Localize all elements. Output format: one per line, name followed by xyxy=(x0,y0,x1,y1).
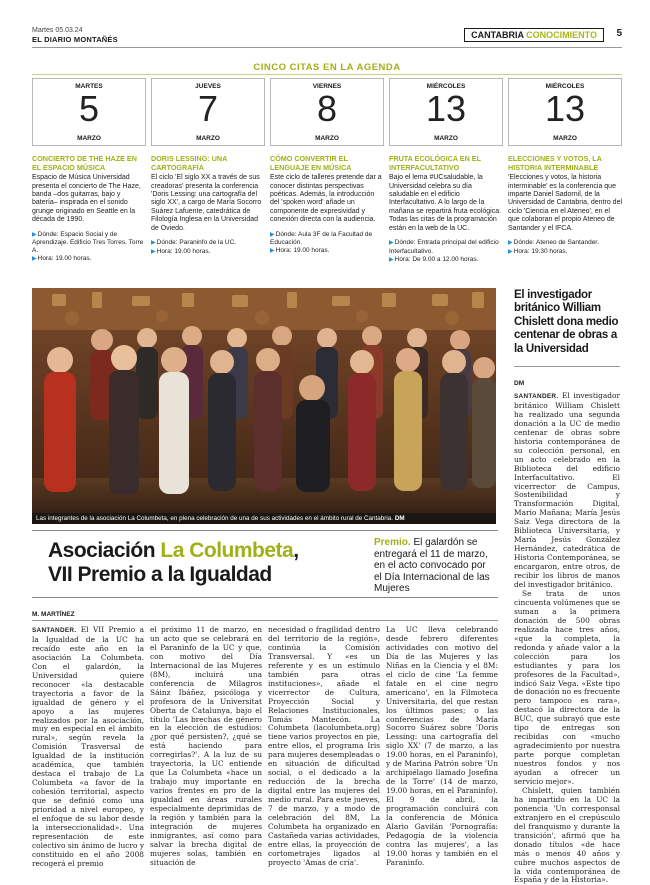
triangle-bullet-icon: ▶ xyxy=(32,256,37,263)
side-paragraph: Chislett, quien también ha impartido en la UC la ponencia 'Un corresponsal extranjero en el crepúsculo del franquismo y durante la transición', afirmó que ha donado títulos «de hace más o menos 40 años y cubre muchos aspectos de la vida contemporánea de España y de la Historia». xyxy=(514,785,620,885)
event-when: ▶Hora: De 9.00 a 12.00 horas. xyxy=(389,255,479,263)
agenda-rule xyxy=(32,74,622,75)
card-weekday: VIERNES xyxy=(312,83,342,90)
card-month: MARZO xyxy=(434,135,458,142)
page-number: 5 xyxy=(616,28,622,39)
event-body: 'Elecciones y votos, la historia interminable' es la conferencia que imparte Daniel Sadornil, de la Universidad de Cantabria, dentro del ciclo 'Ciencia en el Ateneo', en el que colaboran el propio Ateneo de Santander y el IFCA. xyxy=(508,174,623,232)
event-where: ▶Dónde: Aula 3F de la Facultad de Educación. xyxy=(270,230,373,247)
triangle-bullet-icon: ▶ xyxy=(508,248,513,255)
agenda-event xyxy=(270,155,384,256)
agenda-event xyxy=(389,155,503,264)
date-card xyxy=(508,78,622,146)
triangle-bullet-icon: ▶ xyxy=(389,256,394,263)
triangle-bullet-icon: ▶ xyxy=(508,240,513,247)
main-column-1: SANTANDER. El VII Premio a la Igualdad de la UC ha recaído este año en la asociación La Columbeta. Con el galardón, la Universidad quiere reconocer «la destacable trayectoria a favor de la igualdad de género y el apoyo a las mujeres realizados por la asociación, muy en especial en el ámbito rural», según revela la Comisión Trasversal de Igualdad de la institución académica, que también destaca el trabajo de La Columbeta «a favor de la cohesión territorial, aspecto que se definió como una prioridad a nivel europeo, y el enfoque de su labor desde la interseccionalidad». Una representación de este colectivo sin ánimo de lucro y constituido en el año 2008 recogerá el premio xyxy=(32,625,144,868)
group-photo-illustration xyxy=(32,288,496,524)
agenda-event xyxy=(508,155,622,257)
triangle-bullet-icon: ▶ xyxy=(389,240,394,247)
photo-caption-text: Las integrantes de la asociación La Columbeta, en plena celebración de una de sus actividades en el ámbito rural de Cantabria. xyxy=(36,515,394,522)
event-where: ▶Dónde: Entrada principal del edificio Interfacultativo. xyxy=(389,239,499,255)
triangle-bullet-icon: ▶ xyxy=(270,231,275,238)
side-paragraph: Se trata de unos cincuenta volúmenes que se suman a la primera donación de 500 obras realizada hace tres años, «que la completa, la redonda y añade valor a la colección para los estudiantes y para los profesores de la Facultad», indicó Saiz Vega. «Este tipo de donación no es frecuente pero tampoco es rara», destacó la directora de la BUC, que subrayó que este tipo de entregas son recibidas con «mucho agradecimiento por nuestra parte porque completan nuestros fondos y nos ayudan a ofrecer un servicio mejor». xyxy=(514,588,620,786)
event-body: Bajo el lema #UCsaludable, la Universidad celebra su día saludable en el edificio Interfacultativo. A lo largo de la mañana se repartirá fruta ecológica. Todas las citas de la programación están en la web de la UC. xyxy=(389,174,502,232)
date-card xyxy=(151,78,265,146)
event-body: El ciclo 'El siglo XX a través de sus creadoras' presenta la conferencia 'Doris Lessing: una cartografía del siglo XX', a cargo de María Socorro Suárez Lafuente, catedrática de Filología Inglesa en la Universidad de Oviedo. xyxy=(151,174,262,232)
card-day: 5 xyxy=(78,88,100,129)
dateline: SANTANDER. xyxy=(32,627,77,634)
main-column-3: necesidad o fragilidad dentro del territorio de la región», continúa la Comisión Transversal. Y «es un referente y es un estímulo también para otras instituciones», añade el vicerrector de Cultura, Proyección Social y Relaciones Institucionales, Tomás Mantecón. La Columbeta (lacolumbeta.org) tiene varios proyectos en pie, entre ellos, el programa Iris para mujeres desempleadas o en situación de dificultad social, o el dedicado a la reducción de la brecha digital entre las mujeres del medio rural. Para este jueves, 7 de marzo, y a modo de celebración del 8M, La Columbeta ha organizado en Castañeda varias actividades, entre ellas, la proyección de cortometrajes ligados al proyecto 'Amas de cría'. xyxy=(268,625,380,867)
section-main: CANTABRIA xyxy=(471,30,524,40)
agenda-event xyxy=(151,155,265,257)
agenda-event xyxy=(32,155,146,264)
event-title: FRUTA ECOLÓGICA EN EL INTERFACULTATIVO xyxy=(389,154,481,172)
event-where: ▶Dónde: Espacio Social y de Aprendizaje. Edificio Tres Torres. Torre A. xyxy=(32,230,144,255)
section-label xyxy=(464,28,604,42)
main-headline: Asociación La Columbeta, VII Premio a la Igualdad xyxy=(48,539,299,586)
card-weekday: MARTES xyxy=(75,83,103,90)
headline-accent: La Columbeta xyxy=(160,539,294,562)
date-card xyxy=(32,78,146,146)
event-title: CONCIERTO DE THE HAZE EN EL ESPACIO MÚSICA xyxy=(32,154,137,172)
card-month: MARZO xyxy=(196,135,220,142)
event-when: ▶Hora: 19.00 horas. xyxy=(270,247,330,255)
event-where: ▶Dónde: Ateneo de Santander. xyxy=(508,239,599,247)
event-when: ▶Hora: 19.00 horas. xyxy=(151,247,211,255)
agenda-title: CINCO CITAS EN LA AGENDA xyxy=(253,62,401,73)
card-month: MARZO xyxy=(315,135,339,142)
card-day: 7 xyxy=(197,88,219,129)
main-column-2: el próximo 11 de marzo, en un acto que se celebrará en el Paraninfo de la UC y que, con motivo del Día Internacional de las Mujeres (8M), incluirá una conferencia de Milagros Sáinz Ibáñez, psicóloga y profesora de la Universitat Oberta de Catalunya, bajo el título 'Las brechas de género en la elección de estudios: ¿por qué persisten?, ¿qué se está haciendo para corregirlas?'. A la luz de su trayectoria, la UC entiende que La Columbeta «hace un trabajo muy importante en varios frentes en pro de la igualdad en áreas rurales especialmente deprimidas de la región y también para la integración de mujeres inmigrantes, así como para salvar la brecha digital de mujeres solas, también en situación de xyxy=(150,625,262,867)
date-card xyxy=(389,78,503,146)
date-card xyxy=(270,78,384,146)
card-day: 8 xyxy=(316,88,338,129)
photo-credit: DM xyxy=(394,515,405,522)
event-when: ▶Hora: 19.00 horas. xyxy=(32,255,92,263)
card-month: MARZO xyxy=(553,135,577,142)
card-weekday: MIÉRCOLES xyxy=(426,83,466,90)
card-weekday: MIÉRCOLES xyxy=(545,83,585,90)
side-paragraph: SANTANDER. El investigador británico William Chislett ha realizado una segunda donación a la UC de medio centenar de obras sobre historia contemporánea de su colección personal, en un acto celebrado en la Biblioteca del edificio Interfacultativo. El vicerrector de Campus, Sostenibilidad y Transformación Digital, Mario Mañana; María Jesús Saiz Vega directora de la Biblioteca Universitaria, y María Jesús González Hernández, catedrática de Historia Contemporánea, se encargaron, entre otros, de recibir los libros de manos del investigador británico. xyxy=(514,391,620,590)
main-column-4: La UC lleva celebrando desde febrero diferentes actividades con motivo del Día de las Mujeres y las Niñas en la Ciencia y el 8M: el ciclo de cine 'La femme fatale en el cine negro americano', en la Filmoteca Universitaria, del que restan los últimos pases; o las conferencias de María Socorro Suárez sobre 'Doris Lessing: una cartografía del siglo XX' (7 de marzo, a las 19.00 horas, en el Paraninfo), y de Marina Patrón sobre 'Un archipiélago llamado Josefina de la Torre' (14 de marzo, 19.00 horas, en el Paraninfo). El 9 de abril, la programación concluirá con la conferencia de Mónica Alario Gavilán 'Pornografía: Pedagogía de la violencia contra las mujeres', a las 19.00 horas y también en el Paraninfo. xyxy=(386,625,498,867)
side-body xyxy=(514,392,620,885)
newspaper-name: EL DIARIO MONTAÑÉS xyxy=(32,35,118,44)
issue-date: Martes 05.03.24 xyxy=(32,27,83,34)
byline-rule xyxy=(32,620,498,621)
triangle-bullet-icon: ▶ xyxy=(270,248,275,255)
triangle-bullet-icon: ▶ xyxy=(151,240,156,247)
side-byline: DM xyxy=(514,380,525,387)
section-accent: CONOCIMIENTO xyxy=(526,30,597,40)
main-deck: Premio. El galardón se entregará el 11 de marzo, en el acto convocado por el Día Internacional de las Mujeres xyxy=(374,537,490,594)
card-day: 13 xyxy=(544,88,586,129)
event-where: ▶Dónde: Paraninfo de la UC. xyxy=(151,239,237,247)
card-day: 13 xyxy=(425,88,467,129)
card-month: MARZO xyxy=(77,135,101,142)
main-byline: M. MARTÍNEZ xyxy=(32,611,75,618)
side-rule xyxy=(514,366,620,367)
masthead xyxy=(32,27,622,45)
photo-caption xyxy=(32,513,496,524)
event-title: CÓMO CONVERTIR EL LENGUAJE EN MÚSICA xyxy=(270,154,352,172)
event-body: Espacio de Música Universidad presenta el concierto de The Haze, banda –dos guitarras, bajo y batería– inspirada en el sonido grunge originado en Seattle en la década de 1990. xyxy=(32,174,141,224)
triangle-bullet-icon: ▶ xyxy=(32,231,37,238)
main-headline-box xyxy=(32,530,498,598)
group-photo xyxy=(32,288,496,524)
event-body: Este ciclo de talleres pretende dar a conocer distintas perspectivas poéticas. Además, la introducción del 'spoken word' añade un componente de expresividad y conexión directa con la audiencia. xyxy=(270,174,382,224)
side-headline: El investigador británico William Chislett dona medio centenar de obras a la Universidad xyxy=(514,289,619,355)
deck-keyword: Premio. xyxy=(374,537,411,548)
side-dateline: SANTANDER. xyxy=(514,393,559,400)
event-title: DORIS LESSING: UNA CARTOGRAFÍA xyxy=(151,154,228,172)
card-weekday: JUEVES xyxy=(195,83,221,90)
event-when: ▶Hora: 19.30 horas. xyxy=(508,247,568,255)
event-title: ELECCIONES Y VOTOS, LA HISTORIA INTERMINABLE xyxy=(508,154,602,172)
triangle-bullet-icon: ▶ xyxy=(151,248,156,255)
masthead-rule xyxy=(32,47,622,48)
